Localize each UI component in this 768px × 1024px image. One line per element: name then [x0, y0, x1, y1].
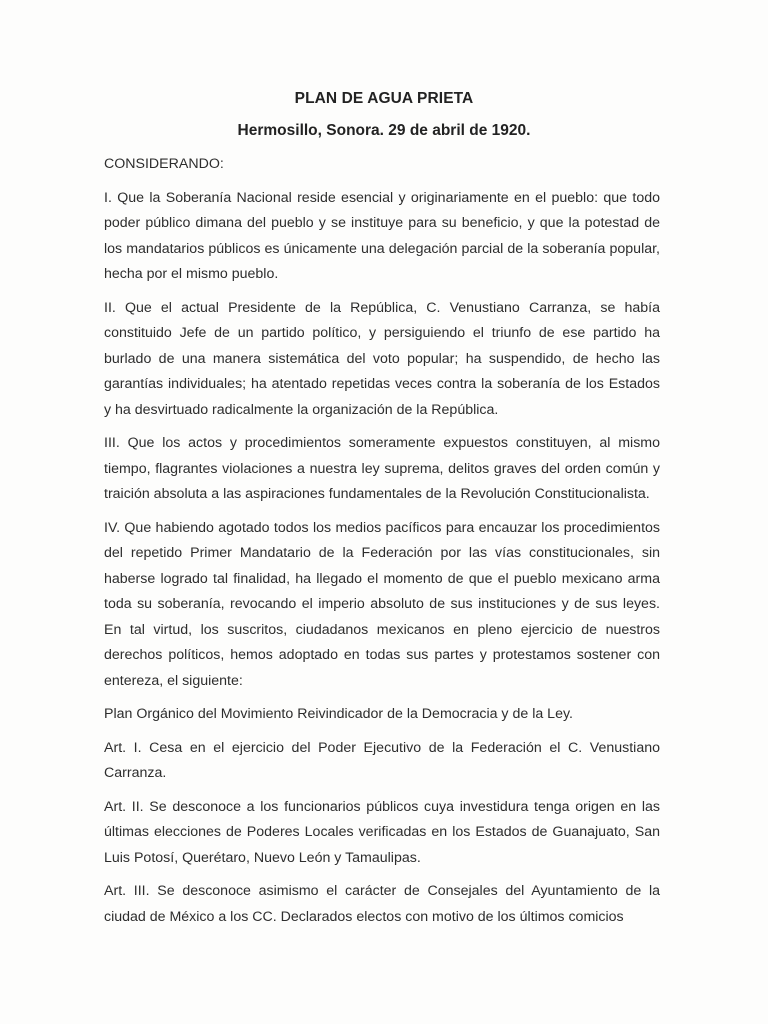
document-subtitle: Hermosillo, Sonora. 29 de abril de 1920.	[237, 122, 531, 139]
paragraph-considerando-2: II. Que el actual Presidente de la República, C. Venustiano Carranza, se había constituido Jefe de un partido político, y persiguiendo el triunfo de ese partido ha burlado de una manera sistemática del voto popular; ha suspendido, de hecho las garantías individuales; ha atentado repetidas veces contra la soberanía de los Estados y ha desvirtuado radicalmente la organización de la República.	[104, 299, 660, 418]
paragraph-considerando-1: I. Que la Soberanía Nacional reside esencial y originariamente en el pueblo: que todo poder público dimana del pueblo y se instituye para su beneficio, y que la potestad de los mandatarios públicos es únicamente una delegación parcial de la soberanía popular, hecha por el mismo pueblo.	[104, 189, 660, 282]
document-title: PLAN DE AGUA PRIETA	[294, 90, 474, 107]
paragraph-considerando-3: III. Que los actos y procedimientos someramente expuestos constituyen, al mismo tiempo, flagrantes violaciones a nuestra ley suprema, delitos graves del orden común y traición absoluta a las aspiraciones fundamentales de la Revolución Constitucionalista.	[104, 435, 660, 502]
paragraph-article-3: Art. III. Se desconoce asimismo el carácter de Consejales del Ayuntamiento de la ciudad de México a los CC. Declarados electos con motivo de los últimos comicios	[104, 883, 660, 925]
paragraph-considerando: CONSIDERANDO:	[104, 156, 224, 172]
paragraph-considerando-4: IV. Que habiendo agotado todos los medios pacíficos para encauzar los procedimientos del repetido Primer Mandatario de la Federación por las vías constitucionales, sin haberse logrado tal finalidad, ha llegado el momento de que el pueblo mexicano arma toda su soberanía, revocando el imperio absoluto de sus instituciones y de sus leyes. En tal virtud, los suscritos, ciudadanos mexicanos en pleno ejercicio de nuestros derechos políticos, hemos adoptado en todas sus partes y protestamos sostener con entereza, el siguiente:	[104, 519, 660, 689]
document-body	[104, 152, 660, 938]
paragraph-article-2: Art. II. Se desconoce a los funcionarios públicos cuya investidura tenga origen en las últimas elecciones de Poderes Locales verificadas en los Estados de Guanajuato, San Luis Potosí, Querétaro, Nuevo León y Tamaulipas.	[104, 798, 660, 866]
paragraph-plan-heading: Plan Orgánico del Movimiento Reivindicador de la Democracia y de la Ley.	[104, 706, 573, 722]
paragraph-article-1: Art. I. Cesa en el ejercicio del Poder Ejecutivo de la Federación el C. Venustiano Carranza.	[104, 739, 660, 781]
